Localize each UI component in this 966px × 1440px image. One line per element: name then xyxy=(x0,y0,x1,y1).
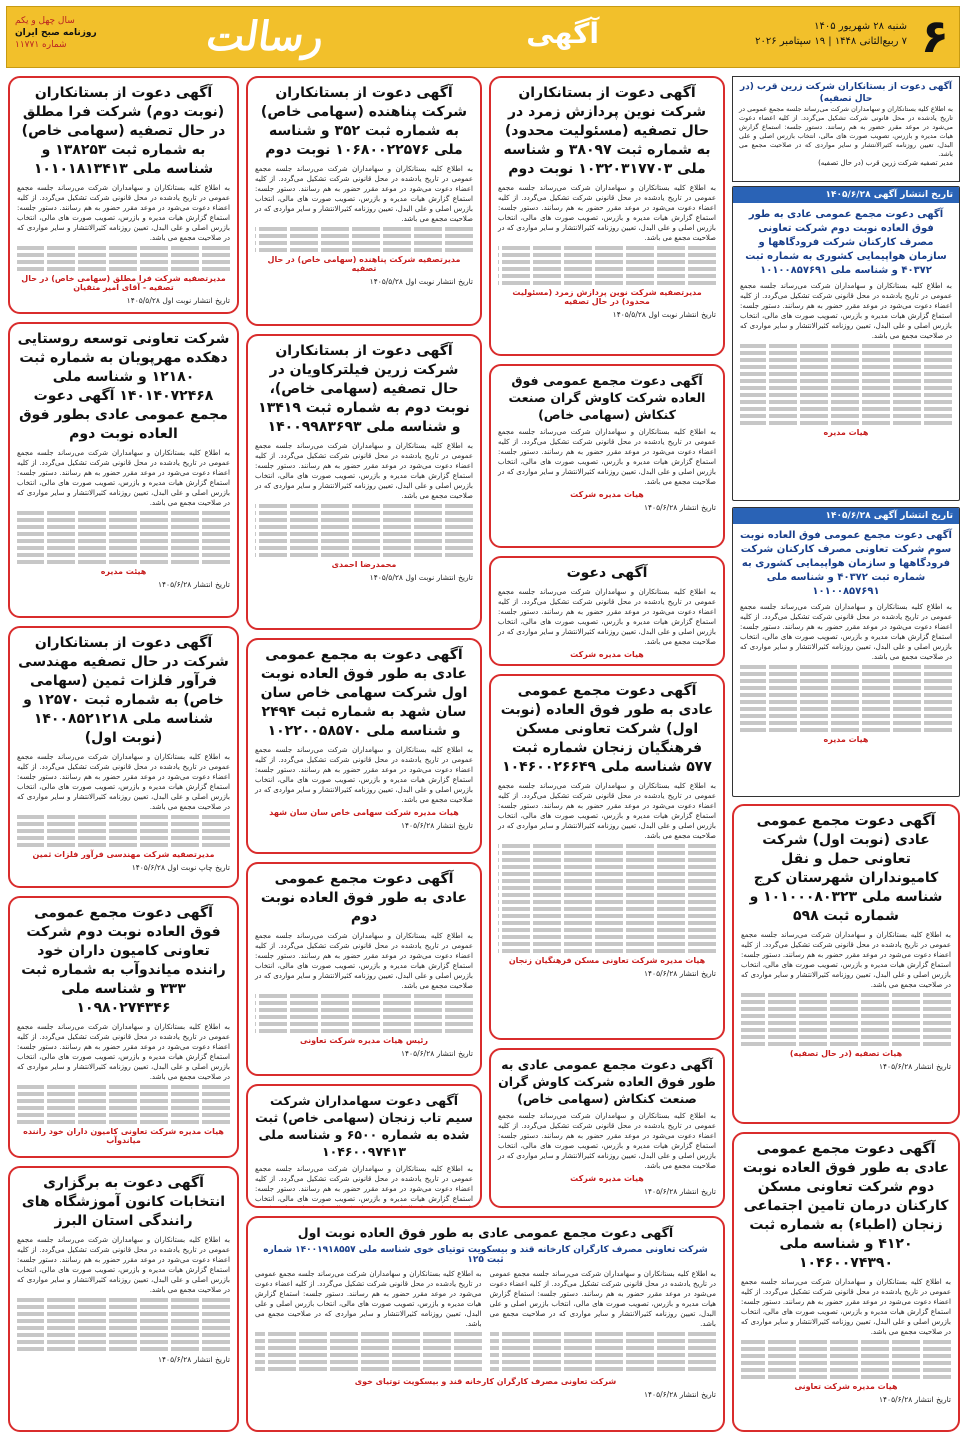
ad-card xyxy=(246,76,482,326)
ad-body: به اطلاع کلیه بستانکاران و سهامداران شرکت می‌رساند جلسه مجمع عمومی در تاریخ یادشده در محل قانونی شرکت تشکیل می‌گردد. از کلیه اعضاء دعوت می‌شود در موعد مقرر حضور به هم رسانند. دستور جلسه: استماع گزارش هیات مدیره و بازرس، تصویب صورت های مالی، انتخاب بازرس اصلی و علی البدل، تعیین روزنامه کثیرالانتشار و سایر مواردی که در صلاحیت مجمع می باشد. xyxy=(255,932,473,990)
ad-dates: تاریخ انتشار نوبت اول ۱۴۰۵/۵/۲۸ xyxy=(126,296,230,305)
ad-card xyxy=(732,1132,960,1432)
ad-title: آگهی دعوت از بستانکاران شرکت نوین پردازش زمرد در حال تصفیه (مسئولیت محدود) به شماره ثبت ۳۸۰۹۷ و شناسه ملی ۱۰۳۲۰۳۱۷۷۰۳ نوبت دوم xyxy=(503,85,711,177)
ad-text-lines xyxy=(740,344,952,425)
ad-title: آگهی دعوت سهامداران شرکت سیم تاب زنجان (سهامی خاص) ثبت شده به شماره ۶۵۰۰ و شناسه ملی ۱۰۴۶۰۰۹۷۴۱۳ xyxy=(255,1093,473,1159)
ad-body: به اطلاع کلیه بستانکاران و سهامداران شرکت می‌رساند جلسه مجمع عمومی در تاریخ یادشده در محل قانونی شرکت تشکیل می‌گردد. از کلیه اعضاء دعوت می‌شود در موعد مقرر حضور به هم رسانند. دستور جلسه: استماع گزارش هیات مدیره و بازرس، تصویب صورت های مالی، انتخاب بازرس اصلی و علی البدل، تعیین روزنامه کثیرالانتشار و سایر مواردی که در صلاحیت مجمع می باشد. xyxy=(17,449,230,507)
ad-title: آگهی دعوت به برگزاری انتخابات کانون آموزشگاه های رانندگی استان البرز xyxy=(21,1175,226,1229)
ad-card xyxy=(732,507,960,797)
ad-body: به اطلاع کلیه بستانکاران و سهامداران شرکت می‌رساند جلسه مجمع عمومی در تاریخ یادشده در محل قانونی شرکت تشکیل می‌گردد. از کلیه اعضاء دعوت می‌شود در موعد مقرر حضور به هم رسانند. دستور جلسه: استماع گزارش هیات مدیره و بازرس، تصویب صورت های مالی، انتخاب بازرس اصلی و علی البدل، تعیین روزنامه کثیرالانتشار و سایر مواردی که در صلاحیت مجمع می باشد. xyxy=(498,184,716,242)
ad-body: به اطلاع کلیه بستانکاران و سهامداران شرکت می‌رساند جلسه مجمع عمومی در تاریخ یادشده در محل قانونی شرکت تشکیل می‌گردد. از کلیه اعضاء دعوت می‌شود در موعد مقرر حضور به هم رسانند. دستور جلسه: استماع گزارش هیات مدیره و بازرس، تصویب صورت های مالی، انتخاب بازرس اصلی و علی البدل، تعیین روزنامه کثیرالانتشار و سایر مواردی که در صلاحیت مجمع می باشد. xyxy=(255,1270,482,1328)
ad-signature: مدیرتصفیه شرکت نوین پردازش زمرد (مسئولیت محدود) در حال تصفیه xyxy=(512,288,702,306)
ad-signature: هیات مدیره شرکت xyxy=(570,1174,644,1183)
ad-body: به اطلاع کلیه بستانکاران و سهامداران شرکت می‌رساند جلسه مجمع عمومی در تاریخ یادشده در محل قانونی شرکت تشکیل می‌گردد. از کلیه اعضاء دعوت می‌شود در موعد مقرر حضور به هم رسانند. دستور جلسه: استماع گزارش هیات مدیره و بازرس، تصویب صورت های مالی، انتخاب بازرس اصلی و علی البدل، تعیین روزنامه کثیرالانتشار و سایر مواردی که در صلاحیت مجمع می باشد. xyxy=(17,1236,230,1294)
ad-title: آگهی دعوت مجمع عمومی عادی به طور فوق العاده (نوبت اول) شرکت تعاونی مسکن فرهنگیان زنجان شماره ثبت ۵۷۷ شناسه ملی ۱۰۴۶۰۰۲۶۶۴۹ xyxy=(500,683,714,775)
ad-title: آگهی دعوت مجمع عمومی عادی به طور فوق العاده نوبت دوم شرکت تعاونی مسکن کارکنان درمان تامین اجتماعی زنجان (اطباء) به شماره ثبت ۴۱۲۰ و شناسه ملی ۱۰۴۶۰۰۷۴۳۹۰ xyxy=(742,1141,950,1271)
ad-body: به اطلاع کلیه بستانکاران و سهامداران شرکت می‌رساند جلسه مجمع عمومی در تاریخ یادشده در محل قانونی شرکت تشکیل می‌گردد. از کلیه اعضاء دعوت می‌شود در موعد مقرر حضور به هم رسانند. دستور جلسه: استماع گزارش هیات مدیره و بازرس، تصویب صورت های مالی، انتخاب بازرس اصلی و علی البدل، تعیین روزنامه کثیرالانتشار و سایر مواردی که در صلاحیت مجمع می باشد. xyxy=(17,184,230,242)
ad-card xyxy=(246,638,482,854)
ad-signature: هیات مدیره شرکت تعاونی مسکن فرهنگیان زنجان xyxy=(508,956,706,965)
ad-dates: تاریخ انتشار ۱۴۰۵/۶/۲۸ xyxy=(879,1395,951,1404)
ad-signature: مدیرتصفیه شرکت پناهنده (سهامی خاص) در حال تصفیه xyxy=(267,255,461,273)
column-4 xyxy=(8,76,239,1432)
ad-body: به اطلاع کلیه بستانکاران و سهامداران شرکت می‌رساند جلسه مجمع عمومی در تاریخ یادشده در محل قانونی شرکت تشکیل می‌گردد. از کلیه اعضاء دعوت می‌شود در موعد مقرر حضور به هم رسانند. دستور جلسه: استماع گزارش هیات مدیره و بازرس، تصویب صورت های مالی، انتخاب بازرس اصلی و علی البدل، تعیین روزنامه کثیرالانتشار و سایر مواردی که در صلاحیت مجمع می باشد. xyxy=(255,442,473,500)
ad-text-lines xyxy=(17,246,230,271)
ad-dates: تاریخ انتشار نوبت اول ۱۴۰۵/۵/۲۸ xyxy=(369,573,473,582)
ad-title: آگهی دعوت از بستانکاران شرکت پناهنده (سهامی خاص) به شماره ثبت ۳۵۲ و شناسه ملی ۱۰۶۸۰۰۲۲۵۷۶ نوبت دوم xyxy=(260,85,468,158)
ad-title: آگهی دعوت مجمع عمومی عادی به طور فوق العاده نوبت اول xyxy=(297,1225,674,1240)
ad-dates: تاریخ انتشار ۱۴۰۵/۶/۲۸ xyxy=(401,1049,473,1058)
ad-signature: محمدرضا احمدی xyxy=(331,560,397,569)
ad-signature: هیات مدیره xyxy=(823,735,869,744)
ad-body: به اطلاع کلیه بستانکاران و سهامداران شرکت می‌رساند جلسه مجمع عمومی در تاریخ یادشده در محل قانونی شرکت تشکیل می‌گردد. از کلیه اعضاء دعوت می‌شود در موعد مقرر حضور به هم رسانند. دستور جلسه: استماع گزارش هیات مدیره و بازرس، تصویب صورت های مالی، انتخاب بازرس اصلی و علی البدل، تعیین روزنامه کثیرالانتشار و سایر مواردی که در صلاحیت مجمع می باشد. xyxy=(498,1112,716,1170)
publish-date-bar: تاریخ انتشار آگهی ۱۴۰۵/۶/۲۸ xyxy=(733,508,959,524)
ad-subtitle: شرکت تعاونی مصرف کارگران کارخانه قند و بیسکویت توتیای خوی شناسه ملی ۱۴۰۰۱۹۱۸۵۵۷ شماره ثبت ۱۲۵ xyxy=(263,1245,708,1265)
ad-card xyxy=(8,76,239,314)
ad-dates: تاریخ انتشار ۱۴۰۵/۶/۲۸ xyxy=(879,1062,951,1071)
ad-text-lines xyxy=(17,511,230,564)
ad-signature: شرکت تعاونی مصرف کارگران کارخانه قند و بیسکویت توتیای خوی xyxy=(354,1377,617,1386)
ad-text-lines xyxy=(741,993,951,1046)
ad-title: آگهی دعوت مجمع عمومی عادی به طور فوق العاده شرکت کاوش گران صنعت کنکاش (سهامی خاص) xyxy=(498,1057,716,1106)
ad-dates: تاریخ انتشار نوبت اول ۱۴۰۵/۵/۲۸ xyxy=(369,277,473,286)
ad-dates: تاریخ انتشار ۱۴۰۵/۶/۲۸ xyxy=(644,503,716,512)
ad-card xyxy=(732,186,960,501)
ad-title: آگهی دعوت از بستانکاران شرکت زرین فیلترکاویان در حال تصفیه (سهامی خاص)، نوبت دوم به شماره ثبت ۱۳۴۱۹ و شناسه ملی ۱۴۰۰۹۹۸۳۶۹۳ xyxy=(258,343,470,435)
ad-signature: هیات مدیره xyxy=(823,428,869,437)
ad-body: به اطلاع کلیه بستانکاران و سهامداران شرکت می‌رساند جلسه مجمع عمومی در تاریخ یادشده در محل قانونی شرکت تشکیل می‌گردد. از کلیه اعضاء دعوت می‌شود در موعد مقرر حضور به هم رسانند. دستور جلسه: استماع گزارش هیات مدیره و بازرس، تصویب صورت های مالی، انتخاب بازرس اصلی و علی البدل، تعیین روزنامه کثیرالانتشار و سایر مواردی که در صلاحیت مجمع می باشد. xyxy=(498,782,716,840)
publish-date-bar: تاریخ انتشار آگهی ۱۴۰۵/۶/۲۸ xyxy=(733,187,959,203)
ad-title: آگهی دعوت مجمع عمومی فوق العاده نوبت سوم شرکت تعاونی مصرف کارکنان شرکت فرودگاهها و سازمان هواپیمایی کشوری به شماره ثبت ۴۰۳۷۲ و شناسه ملی ۱۰۱۰۰۸۵۷۶۹۱ xyxy=(740,530,952,597)
ad-title: آگهی دعوت از بستانکاران (نوبت دوم) شرکت فرا مطلق در حال تصفیه (سهامی خاص) به شماره ثبت ۱۳۸۲۵۳ و شناسه ملی ۱۰۱۰۱۸۱۳۴۱۳ xyxy=(21,85,226,177)
ad-body: به اطلاع کلیه بستانکاران و سهامداران شرکت می‌رساند جلسه مجمع عمومی در تاریخ یادشده در محل قانونی شرکت تشکیل می‌گردد. از کلیه اعضاء دعوت می‌شود در موعد مقرر حضور به هم رسانند. دستور جلسه: استماع گزارش هیات مدیره و بازرس، تصویب صورت های مالی، انتخاب بازرس اصلی و علی البدل، تعیین روزنامه کثیرالانتشار و سایر مواردی که در صلاحیت مجمع می باشد. xyxy=(498,428,716,486)
ad-signature: هیات مدیره شرکت تعاونی xyxy=(794,1382,898,1391)
ad-title: آگهی دعوت xyxy=(566,565,648,581)
issue-info: سال چهل و یکم روزنامه صبح ایران شماره ۱۱۷۷۱ xyxy=(15,16,97,50)
ad-body: به اطلاع کلیه بستانکاران و سهامداران شرکت می‌رساند جلسه مجمع عمومی در تاریخ یادشده در محل قانونی شرکت تشکیل می‌گردد. از کلیه اعضاء دعوت می‌شود در موعد مقرر حضور به هم رسانند. دستور جلسه: استماع گزارش هیات مدیره و بازرس، تصویب صورت های مالی، انتخاب بازرس اصلی و علی البدل، تعیین روزنامه کثیرالانتشار و سایر مواردی که در صلاحیت مجمع می باشد. xyxy=(741,931,951,989)
ad-card xyxy=(732,804,960,1124)
ad-text-lines xyxy=(498,844,716,953)
column-1 xyxy=(732,76,960,1432)
ad-dates: تاریخ انتشار نوبت اول ۱۴۰۵/۵/۲۸ xyxy=(612,310,716,319)
ad-card xyxy=(8,626,239,888)
ad-signature: هیات مدیره شرکت تعاونی کامیون داران خود راننده میاندوآب xyxy=(23,1127,224,1145)
ad-title: آگهی دعوت مجمع عمومی عادی به طور فوق العاده نوبت دوم شرکت تعاونی مصرف کارکنان شرکت فرودگاهها و سازمان هواپیمایی کشوری به شماره ثبت ۴۰۳۷۲ و شناسه ملی ۱۰۱۰۰۸۵۷۶۹۱ xyxy=(745,209,947,276)
ad-card xyxy=(489,674,725,1040)
ad-signature: هیات مدیره شرکت xyxy=(570,490,644,499)
ad-dates: تاریخ انتشار ۱۴۰۵/۶/۲۸ xyxy=(644,969,716,978)
ad-dates: تاریخ انتشار ۱۴۰۵/۶/۲۸ xyxy=(158,1355,230,1364)
ad-dates: تاریخ انتشار ۱۴۰۵/۶/۲۸ xyxy=(158,580,230,589)
ad-body: به اطلاع کلیه بستانکاران و سهامداران شرکت می‌رساند جلسه مجمع عمومی در تاریخ یادشده در محل قانونی شرکت تشکیل می‌گردد. از کلیه اعضاء دعوت می‌شود در موعد مقرر حضور به هم رسانند. دستور جلسه: استماع گزارش هیات مدیره و بازرس، تصویب صورت های مالی، انتخاب بازرس اصلی و علی البدل، تعیین روزنامه کثیرالانتشار و سایر مواردی که در صلاحیت مجمع می باشد. xyxy=(739,105,953,158)
ad-card xyxy=(8,896,239,1158)
ad-signature: رئیس هیات مدیره شرکت تعاونی xyxy=(299,1036,428,1045)
ad-body: به اطلاع کلیه بستانکاران و سهامداران شرکت می‌رساند جلسه مجمع عمومی در تاریخ یادشده در محل قانونی شرکت تشکیل می‌گردد. از کلیه اعضاء دعوت می‌شود در موعد مقرر حضور به هم رسانند. دستور جلسه: استماع گزارش هیات مدیره و بازرس، تصویب صورت های مالی، انتخاب بازرس اصلی و علی البدل، تعیین روزنامه کثیرالانتشار و سایر مواردی که در صلاحیت مجمع می باشد. xyxy=(740,282,952,340)
ad-text-lines xyxy=(740,665,952,732)
ad-body: به اطلاع کلیه بستانکاران و سهامداران شرکت می‌رساند جلسه مجمع عمومی در تاریخ یادشده در محل قانونی شرکت تشکیل می‌گردد. از کلیه اعضاء دعوت می‌شود در موعد مقرر حضور به هم رسانند. دستور جلسه: استماع گزارش هیات مدیره و بازرس، تصویب صورت های مالی، انتخاب بازرس اصلی و علی البدل، تعیین روزنامه کثیرالانتشار و سایر مواردی که در صلاحیت مجمع می باشد. xyxy=(489,1270,716,1328)
ad-dates: تاریخ چاپ نوبت اول ۱۴۰۵/۶/۲۸ xyxy=(131,863,230,872)
ad-text-lines xyxy=(17,815,230,847)
ad-card-wide xyxy=(246,1216,725,1432)
ad-card xyxy=(246,862,482,1076)
ad-card xyxy=(246,1084,482,1208)
ad-text-lines xyxy=(255,504,473,557)
ad-card xyxy=(8,1166,239,1432)
ad-text-lines xyxy=(255,1332,482,1371)
ad-card xyxy=(489,364,725,548)
ad-body: به اطلاع کلیه بستانکاران و سهامداران شرکت می‌رساند جلسه مجمع عمومی در تاریخ یادشده در محل قانونی شرکت تشکیل می‌گردد. از کلیه اعضاء دعوت می‌شود در موعد مقرر حضور به هم رسانند. دستور جلسه: استماع گزارش هیات مدیره و بازرس، تصویب صورت های مالی، انتخاب بازرس اصلی و علی البدل، تعیین روزنامه کثیرالانتشار و سایر مواردی که در صلاحیت مجمع می باشد. xyxy=(498,588,716,646)
ad-body: به اطلاع کلیه بستانکاران و سهامداران شرکت می‌رساند جلسه مجمع عمومی در تاریخ یادشده در محل قانونی شرکت تشکیل می‌گردد. از کلیه اعضاء دعوت می‌شود در موعد مقرر حضور به هم رسانند. دستور جلسه: استماع گزارش هیات مدیره و بازرس، تصویب صورت های مالی، انتخاب بازرس اصلی و علی البدل، تعیین روزنامه کثیرالانتشار و سایر مواردی که در صلاحیت مجمع می باشد. xyxy=(741,1278,951,1336)
ad-card xyxy=(8,322,239,618)
ad-text-lines xyxy=(255,227,473,252)
section-title: آگهی xyxy=(526,17,599,50)
ad-signature: مدیر تصفیه شرکت زرین قرب (در حال تصفیه) xyxy=(818,159,953,167)
ad-title: آگهی دعوت مجمع عمومی عادی (نوبت اول) شرکت تعاونی حمل و نقل کامیونداران شهرستان کرج شناسه ملی ۱۰۱۰۰۰۸۰۳۲۳ و شماره ثبت ۵۹۸ xyxy=(749,813,943,924)
ad-title: آگهی دعوت به مجمع عمومی عادی به طور فوق العاده نوبت اول شرکت سهامی خاص سان سان شهد به شماره ثبت ۲۴۹۴ و شناسه ملی ۱۰۲۲۰۰۵۸۵۷۰ xyxy=(260,647,468,739)
ad-card xyxy=(489,76,725,356)
ad-dates: تاریخ انتشار ۱۴۰۵/۶/۲۸ xyxy=(644,1187,716,1196)
ad-signature: مدیرتصفیه شرکت فرا مطلق (سهامی خاص) در حال تصفیه - آقای امیر متقیان xyxy=(21,274,226,292)
ad-body: به اطلاع کلیه بستانکاران و سهامداران شرکت می‌رساند جلسه مجمع عمومی در تاریخ یادشده در محل قانونی شرکت تشکیل می‌گردد. از کلیه اعضاء دعوت می‌شود در موعد مقرر حضور به هم رسانند. دستور جلسه: استماع گزارش هیات مدیره و بازرس، تصویب صورت های مالی، انتخاب بازرس اصلی و علی البدل، تعیین روزنامه کثیرالانتشار و سایر مواردی که در صلاحیت مجمع می باشد. xyxy=(17,753,230,811)
ad-card xyxy=(732,76,960,182)
ad-text-lines xyxy=(17,1298,230,1351)
ad-title: آگهی دعوت از بستانکاران شرکت زرین قرب (در حال تصفیه) xyxy=(739,82,953,104)
ad-title: آگهی دعوت مجمع عمومی فوق العاده نوبت دوم شرکت تعاونی کامیون داران خود راننده میاندوآب به شماره ثبت ۳۳۳ و شناسه ملی ۱۰۹۸۰۲۷۴۳۴۶ xyxy=(21,905,226,1016)
ad-text-lines xyxy=(490,1332,717,1371)
ad-card xyxy=(246,334,482,630)
ad-body: به اطلاع کلیه بستانکاران و سهامداران شرکت می‌رساند جلسه مجمع عمومی در تاریخ یادشده در محل قانونی شرکت تشکیل می‌گردد. از کلیه اعضاء دعوت می‌شود در موعد مقرر حضور به هم رسانند. دستور جلسه: استماع گزارش هیات مدیره و بازرس، تصویب صورت های مالی، انتخاب xyxy=(255,1165,473,1203)
ad-text-lines xyxy=(741,1340,951,1379)
ad-body: به اطلاع کلیه بستانکاران و سهامداران شرکت می‌رساند جلسه مجمع عمومی در تاریخ یادشده در محل قانونی شرکت تشکیل می‌گردد. از کلیه اعضاء دعوت می‌شود در موعد مقرر حضور به هم رسانند. دستور جلسه: استماع گزارش هیات مدیره و بازرس، تصویب صورت های مالی، انتخاب بازرس اصلی و علی البدل، تعیین روزنامه کثیرالانتشار و سایر مواردی که در صلاحیت مجمع می باشد. xyxy=(17,1023,230,1081)
ad-body: به اطلاع کلیه بستانکاران و سهامداران شرکت می‌رساند جلسه مجمع عمومی در تاریخ یادشده در محل قانونی شرکت تشکیل می‌گردد. از کلیه اعضاء دعوت می‌شود در موعد مقرر حضور به هم رسانند. دستور جلسه: استماع گزارش هیات مدیره و بازرس، تصویب صورت های مالی، انتخاب بازرس اصلی و علی البدل، تعیین روزنامه کثیرالانتشار و سایر مواردی که در صلاحیت مجمع می باشد. xyxy=(255,165,473,223)
ad-text-lines xyxy=(17,1085,230,1124)
ad-body: به اطلاع کلیه بستانکاران و سهامداران شرکت می‌رساند جلسه مجمع عمومی در تاریخ یادشده در محل قانونی شرکت تشکیل می‌گردد. از کلیه اعضاء دعوت می‌شود در موعد مقرر حضور به هم رسانند. دستور جلسه: استماع گزارش هیات مدیره و بازرس، تصویب صورت های مالی، انتخاب بازرس اصلی و علی البدل، تعیین روزنامه کثیرالانتشار و سایر مواردی که در صلاحیت مجمع می باشد. xyxy=(740,603,952,661)
ad-title: آگهی دعوت از بستانکاران شرکت در حال تصفیه مهندسی فرآور فلزات ثمین (سهامی خاص) به شماره ثبت ۱۲۵۷۰ و شناسه ملی ۱۴۰۰۸۵۲۱۲۱۸ (نوبت اول) xyxy=(18,635,229,746)
ad-text-lines xyxy=(498,246,716,285)
ad-text-lines xyxy=(255,994,473,1033)
ad-title: شرکت تعاونی توسعه روستایی دهکده مهرپویان به شماره ثبت ۱۲۱۸۰ و شناسه ملی ۱۴۰۱۴۰۷۲۴۶۸ آگهی دعوت مجمع عمومی عادی بطور فوق العاده نوبت دوم xyxy=(17,331,230,442)
ad-signature: هیات تصفیه (در حال تصفیه) xyxy=(789,1049,903,1058)
ad-title: آگهی دعوت مجمع عمومی فوق العاده شرکت کاوش گران صنعت کنکاش (سهامی خاص) xyxy=(508,373,706,422)
ad-card xyxy=(489,556,725,666)
page-number: ۶ xyxy=(920,9,949,63)
ad-signature: هیات مدیره شرکت xyxy=(570,650,644,659)
ad-dates: تاریخ انتشار ۱۴۰۵/۶/۲۸ xyxy=(644,1390,716,1399)
ad-title: آگهی دعوت مجمع عمومی عادی به طور فوق العاده نوبت دوم xyxy=(260,871,468,925)
ad-body: به اطلاع کلیه بستانکاران و سهامداران شرکت می‌رساند جلسه مجمع عمومی در تاریخ یادشده در محل قانونی شرکت تشکیل می‌گردد. از کلیه اعضاء دعوت می‌شود در موعد مقرر حضور به هم رسانند. دستور جلسه: استماع گزارش هیات مدیره و بازرس، تصویب صورت های مالی، انتخاب بازرس اصلی و علی البدل، تعیین روزنامه کثیرالانتشار و سایر مواردی که در صلاحیت مجمع می باشد. xyxy=(255,746,473,804)
newspaper-logo: رسالت xyxy=(203,13,327,60)
masthead xyxy=(6,6,960,68)
ad-signature: مدیرتصفیه شرکت مهندسی فرآور فلزات ثمین xyxy=(32,850,215,859)
ad-card xyxy=(489,1048,725,1208)
ad-signature: هیئت مدیره xyxy=(100,567,147,576)
ad-signature: هیات مدیره شرکت سهامی خاص سان سان شهد xyxy=(269,808,459,817)
issue-date: شنبه ۲۸ شهریور ۱۴۰۵ ۷ ربیع‌الثانی ۱۴۴۸ | ۱۹ سپتامبر ۲۰۲۶ xyxy=(755,21,907,47)
ad-dates: تاریخ انتشار ۱۴۰۵/۶/۲۸ xyxy=(401,821,473,830)
